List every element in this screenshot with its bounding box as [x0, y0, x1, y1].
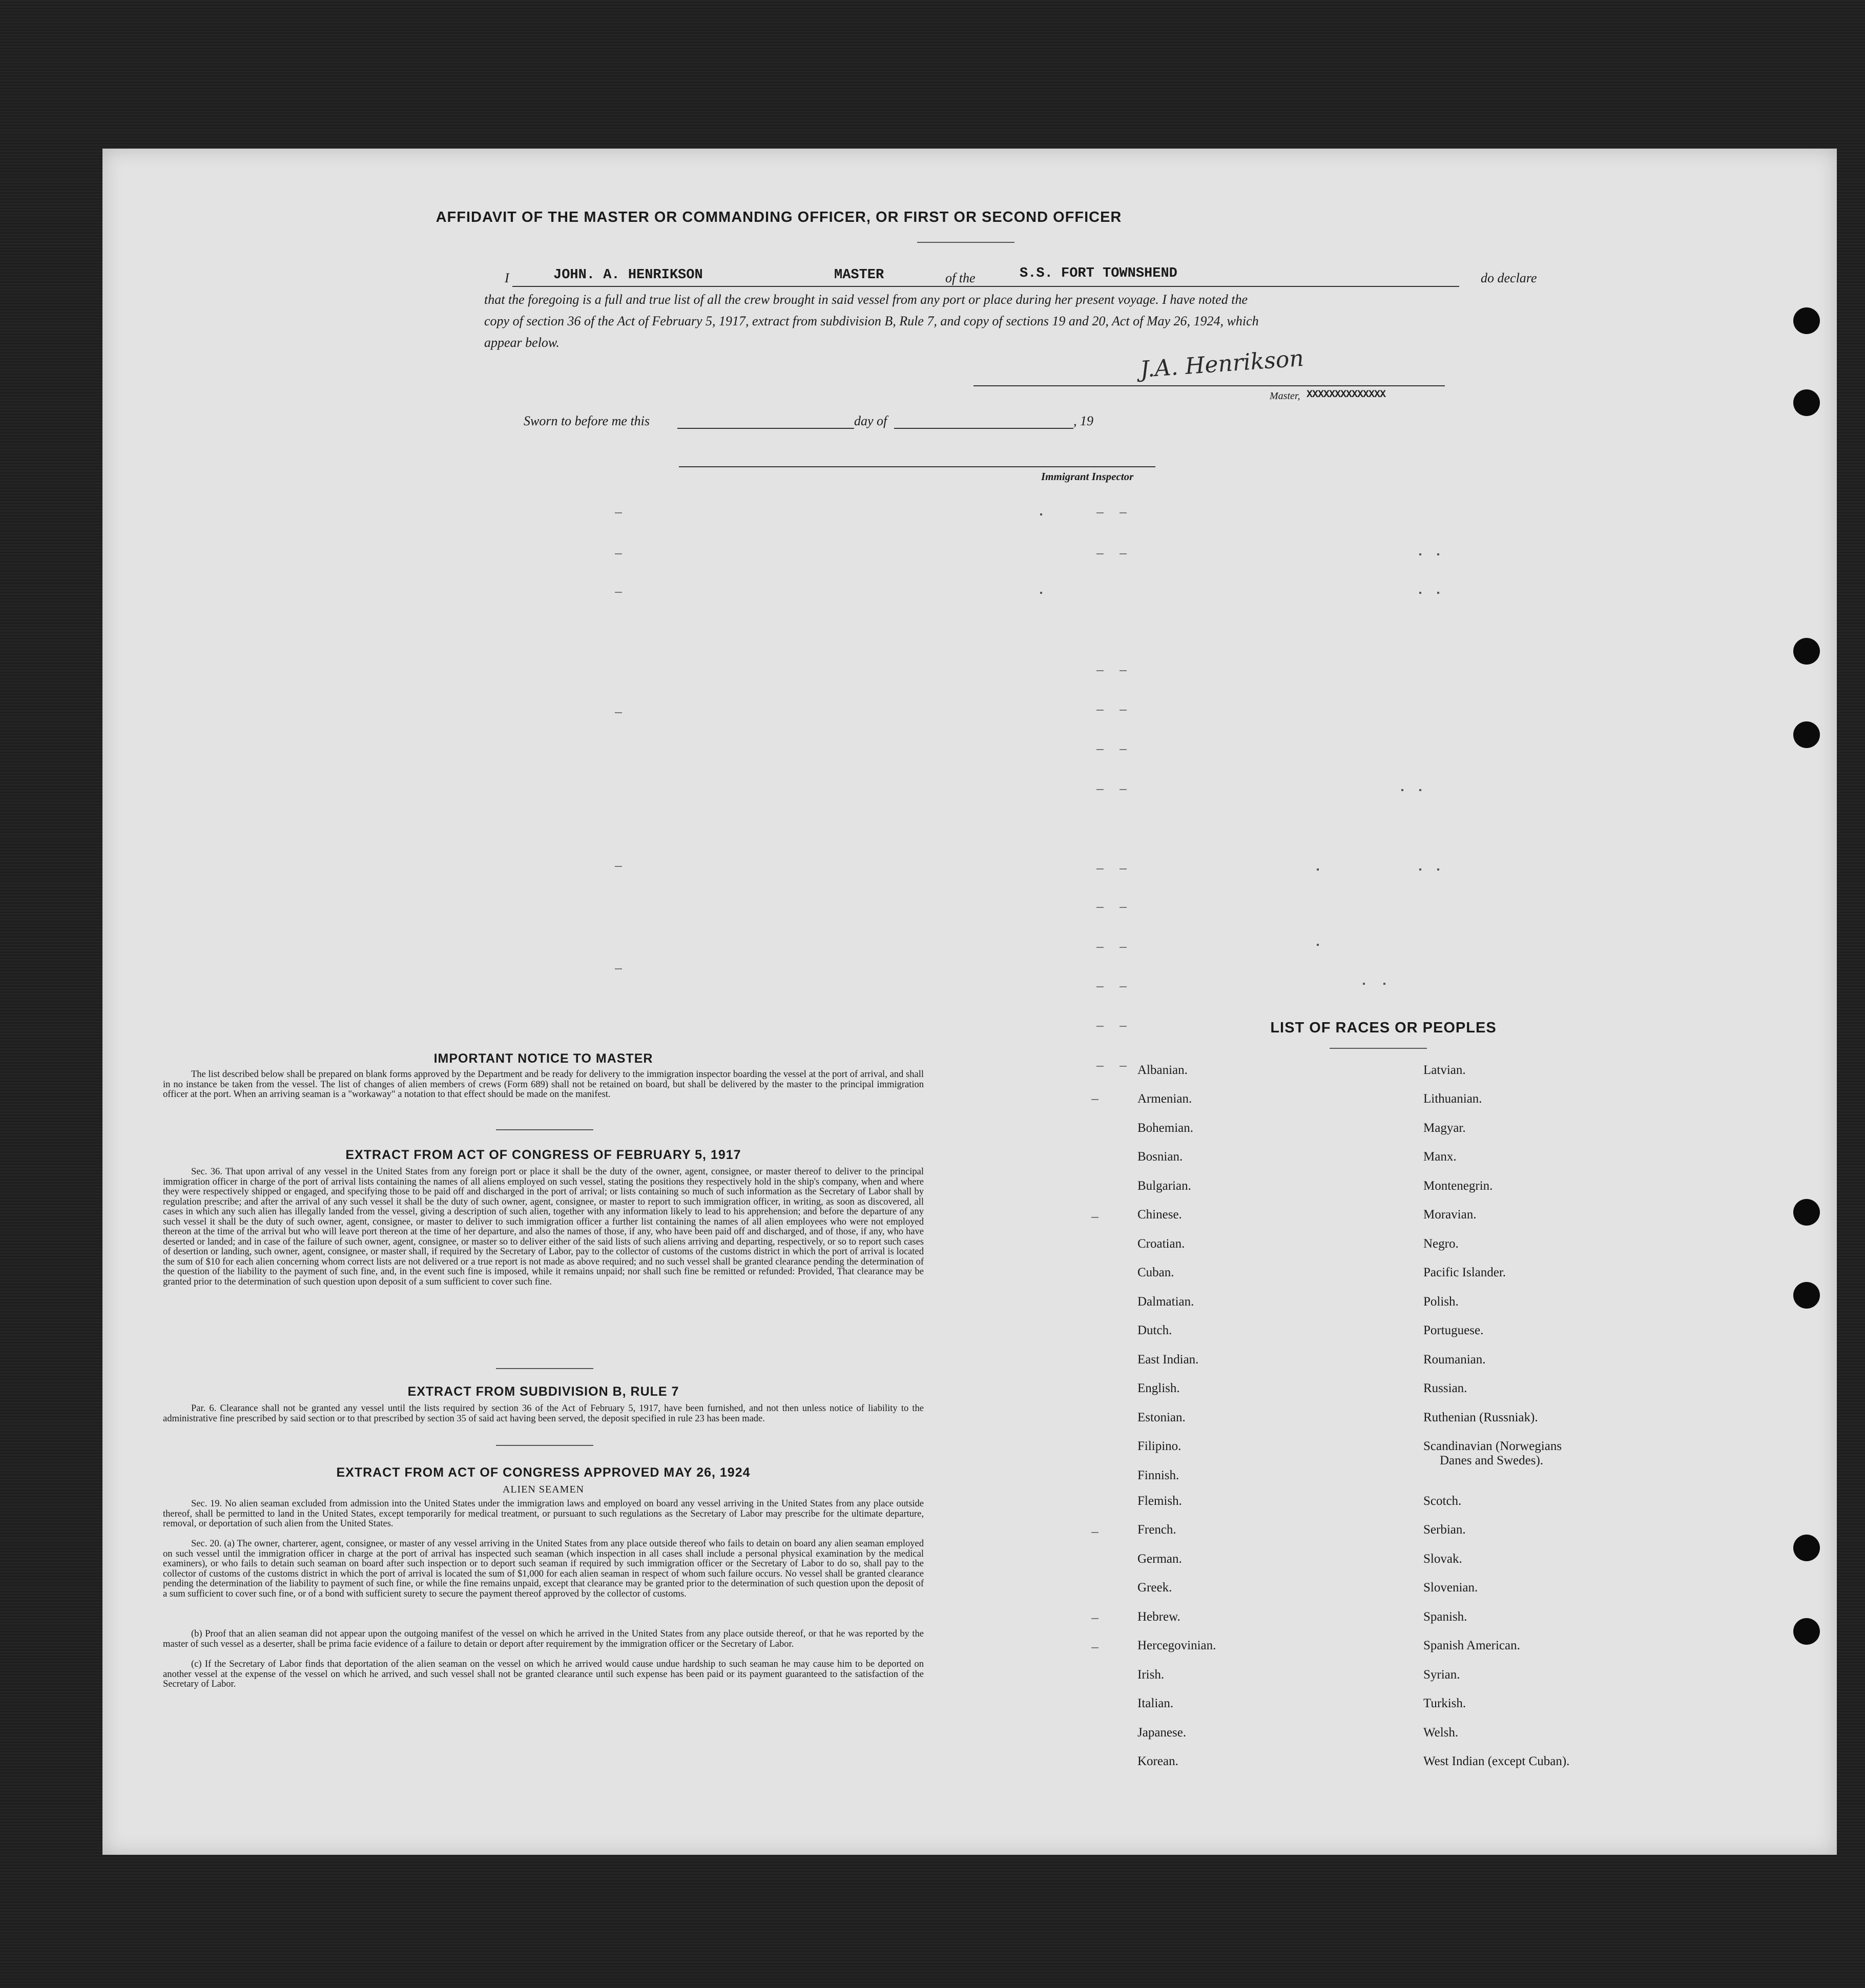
divider: [496, 1129, 593, 1130]
punch-hole: [1793, 307, 1820, 334]
ruling-tick: [1120, 986, 1127, 987]
ruling-tick: [615, 592, 622, 593]
speck: [1317, 944, 1319, 946]
race-right-item: Roumanian.: [1423, 1353, 1486, 1366]
ruling-tick: [1096, 947, 1104, 948]
vessel-line: [983, 286, 1459, 287]
speck: [1040, 592, 1042, 594]
speck: [1383, 983, 1385, 985]
races-title: LIST OF RACES OR PEOPLES: [1270, 1020, 1497, 1036]
ruling-tick: [1120, 1026, 1127, 1027]
race-right-item: Spanish.: [1423, 1610, 1467, 1624]
sworn-label: Sworn to before me this: [524, 413, 650, 428]
race-right-item: Ruthenian (Russniak).: [1423, 1411, 1538, 1424]
race-left-item: Albanian.: [1137, 1063, 1188, 1077]
ruling-tick: [1096, 1026, 1104, 1027]
extract-1917-title: EXTRACT FROM ACT OF CONGRESS OF FEBRUARY 5, 1917: [345, 1148, 741, 1162]
ruling-tick: [1096, 789, 1104, 790]
ruling-tick: [615, 712, 622, 713]
race-left-item: Estonian.: [1137, 1411, 1186, 1424]
race-left-item: Croatian.: [1137, 1237, 1185, 1251]
race-left-item: Cuban.: [1137, 1266, 1174, 1279]
race-right-item: Pacific Islander.: [1423, 1266, 1506, 1279]
race-left-item: Bohemian.: [1137, 1121, 1194, 1135]
race-left-item: Italian.: [1137, 1696, 1174, 1710]
punch-hole: [1793, 1618, 1820, 1645]
race-left-item: Japanese.: [1137, 1726, 1187, 1739]
race-right-item: Moravian.: [1423, 1208, 1477, 1221]
ruling-tick: [1096, 1066, 1104, 1067]
race-left-item: Hebrew.: [1137, 1610, 1180, 1624]
ruling-tick: [615, 968, 622, 969]
master-label: Master,: [1270, 390, 1300, 402]
race-right-item: Magyar.: [1423, 1121, 1466, 1135]
ruling-tick: [1096, 749, 1104, 750]
race-right-item: Slovenian.: [1423, 1581, 1478, 1594]
race-right-item: West Indian (except Cuban).: [1423, 1754, 1570, 1768]
sworn-month-line: [894, 428, 1073, 429]
speck: [1040, 513, 1042, 515]
extract-rule7-body: Par. 6. Clearance shall not be granted any vessel until the lists required by section 36 of the Act of February 5, 1917, have been furnished, and not then unless notice of liability to the administrative fine prescribed by said section or to that prescribed by section 35 of said act having been served, the deposit specified in rule 23 has been made.: [163, 1403, 924, 1424]
ruling-tick: [1091, 1532, 1099, 1533]
inspector-line: [679, 466, 1155, 467]
race-left-item: Chinese.: [1137, 1208, 1182, 1221]
punch-hole: [1793, 389, 1820, 416]
race-left-item: Korean.: [1137, 1754, 1178, 1768]
ruling-tick: [1120, 947, 1127, 948]
race-right-item: Scotch.: [1423, 1494, 1462, 1508]
ruling-tick: [1096, 553, 1104, 554]
notice-title: IMPORTANT NOTICE TO MASTER: [433, 1051, 653, 1066]
ruling-tick: [1120, 670, 1127, 671]
typed-vessel-name: S.S. FORT TOWNSHEND: [1020, 266, 1177, 281]
race-right-item: Slovak.: [1423, 1552, 1462, 1566]
affidavit-line-4: appear below.: [484, 335, 560, 350]
divider: [1330, 1048, 1427, 1049]
ruling-tick: [1091, 1618, 1099, 1619]
punch-hole: [1793, 721, 1820, 748]
extract-1924-sec20b: (b) Proof that an alien seaman did not appear upon the outgoing manifest of the vessel on which he arrived in the United States from any place outside thereof, or that he was reported by the master of such vessel as a deserter, shall be prima facie evidence of a failure to detain or deport after requirement by the immigration officer or the Secretary of Labor.: [163, 1629, 924, 1649]
race-left-item: Hercegovinian.: [1137, 1639, 1216, 1652]
affidavit-line-3: copy of section 36 of the Act of February 5, 1917, extract from subdivision B, Rule 7, and copy of sections 19 and 20, Act of May 26, 1924, which: [484, 314, 1259, 328]
ruling-tick: [1120, 512, 1127, 513]
race-left-item: French.: [1137, 1523, 1176, 1537]
race-left-item: Armenian.: [1137, 1092, 1192, 1106]
speck: [1437, 592, 1439, 594]
ruling-tick: [615, 512, 622, 513]
day-of-label: day of: [854, 413, 887, 428]
document-page: [102, 149, 1837, 1855]
ruling-tick: [1120, 907, 1127, 908]
ruling-tick: [1096, 670, 1104, 671]
race-right-item: Turkish.: [1423, 1696, 1466, 1710]
ruling-tick: [1120, 789, 1127, 790]
ruling-tick: [615, 553, 622, 554]
speck: [1317, 868, 1319, 871]
extract-1924-subtitle: ALIEN SEAMEN: [502, 1484, 585, 1495]
race-left-item: Bulgarian.: [1137, 1179, 1191, 1193]
race-right-item: Scandinavian (Norwegians: [1423, 1439, 1562, 1453]
race-left-item: English.: [1137, 1381, 1180, 1395]
affidavit-i-label: I: [505, 271, 509, 285]
race-right-item: Montenegrin.: [1423, 1179, 1493, 1193]
race-right-item: Syrian.: [1423, 1668, 1460, 1682]
do-declare-label: do declare: [1481, 271, 1537, 285]
affidavit-line-2: that the foregoing is a full and true list of all the crew brought in said vessel from any port or place during her present voyage. I have noted the: [484, 292, 1248, 307]
sworn-day-line: [677, 428, 854, 429]
punch-hole: [1793, 638, 1820, 665]
race-left-item: Dalmatian.: [1137, 1295, 1194, 1309]
race-left-item: Flemish.: [1137, 1494, 1182, 1508]
race-right-item: Latvian.: [1423, 1063, 1466, 1077]
speck: [1437, 868, 1439, 871]
race-left-item: Dutch.: [1137, 1323, 1172, 1337]
race-left-item: German.: [1137, 1552, 1182, 1566]
ruling-tick: [1096, 868, 1104, 869]
extract-1917-body: Sec. 36. That upon arrival of any vessel in the United States from any foreign port or place it shall be the duty of the owner, agent, consignee, or master thereof to deliver to the principal immigration officer in charge of the port of arrival lists containing the names of all aliens employed on such vessel, stating the positions they respectively hold in the ship's company, when and where they were respectively shipped or engaged, and specifying those to be paid off and discharged in the port of arrival; or lists containing so much of such information as the Secretary of Labor shall by regulation prescribe; and after the arrival of any such vessel it shall be the duty of such owner, agent, consignee, or master to report to such immigration officer, in writing, as soon as discovered, all cases in which any such alien has illegally landed from the vessel, giving a description of such alien, together with any information likely to lead to his apprehension; and before the departure of any such vessel it shall be the duty of such owner, agent, consignee, or master to deliver to such immigration officer a further list containing the names of all alien employees who were not employed thereon at the time of the arrival but who will leave port thereon at the time of her departure, and also the names of those, if any, who have been paid off and discharged, and of those, if any, who have deserted or landed; and in case of the failure of such owner, agent, consignee, or master so to deliver either of the said lists of such aliens arriving and departing, respectively, or so to report such cases of desertion or landing, such owner, agent, consignee, or master shall, if required by the Secretary of Labor, pay to the collector of customs of the customs district in which the port of arrival is located the sum of $10 for each alien concerning whom correct lists are not delivered or a true report is not made as above required; and no such vessel shall be granted clearance pending the determination of the question of the liability to the payment of such fine, and, in the event such fine is imposed, while it remains unpaid; nor shall such fine be remitted or refunded: Provided, That clearance may be granted prior to the determination of such question upon deposit of a sum sufficient to cover such fine.: [163, 1167, 924, 1287]
speck: [1419, 868, 1421, 871]
speck: [1419, 553, 1421, 555]
affidavit-title: AFFIDAVIT OF THE MASTER OR COMMANDING OFFICER, OR FIRST OR SECOND OFFICER: [436, 209, 1122, 225]
ruling-tick: [1096, 512, 1104, 513]
extract-1924-sec20c: (c) If the Secretary of Labor finds that deportation of the alien seaman on the vessel on which he arrived would cause undue hardship to such seaman he may cause him to be deported on another vessel at the expense of the vessel on which he arrived, and such vessel shall not be granted clearance until such expense has been paid or its payment guaranteed to the satisfaction of the Secretary of Labor.: [163, 1659, 924, 1689]
race-right-item: Polish.: [1423, 1295, 1459, 1309]
race-right-item: Negro.: [1423, 1237, 1459, 1251]
ruling-tick: [1091, 1217, 1099, 1218]
race-right-item: Manx.: [1423, 1150, 1457, 1164]
race-left-item: Filipino.: [1137, 1439, 1182, 1453]
ruling-tick: [1091, 1099, 1099, 1100]
notice-body: The list described below shall be prepared on blank forms approved by the Department and be ready for delivery to the immigration inspector boarding the vessel at the port of arrival, and shall in no instance be taken from the vessel. The list of changes of alien members of crews (Form 689) shall not be retained on board, but shall be delivered by the master to the principal immigration officer at the port. When an arriving seaman is a "workaway" a notation to that effect should be made on the manifest.: [163, 1069, 924, 1100]
extract-1924-title: EXTRACT FROM ACT OF CONGRESS APPROVED MAY 26, 1924: [336, 1465, 751, 1480]
ruling-tick: [1120, 1066, 1127, 1067]
extract-rule7-title: EXTRACT FROM SUBDIVISION B, RULE 7: [407, 1384, 679, 1399]
of-the-label: of the: [945, 271, 976, 285]
divider: [917, 242, 1014, 243]
race-left-item: Irish.: [1137, 1668, 1165, 1682]
ruling-tick: [1120, 553, 1127, 554]
divider: [496, 1368, 593, 1369]
ruling-tick: [1096, 907, 1104, 908]
ruling-tick: [1120, 710, 1127, 711]
ruling-tick: [1120, 868, 1127, 869]
race-right-item: Serbian.: [1423, 1523, 1466, 1537]
race-left-item: East Indian.: [1137, 1353, 1199, 1366]
race-left-item: Finnish.: [1137, 1468, 1179, 1482]
typed-master-title: MASTER: [834, 267, 884, 283]
ruling-tick: [615, 866, 622, 867]
speck: [1437, 553, 1439, 555]
master-signature: J.A. Henrikson: [1139, 345, 1305, 383]
struck-out-officer-title: XXXXXXXXXXXXXX: [1307, 389, 1386, 401]
ruling-tick: [1120, 749, 1127, 750]
ruling-tick: [1096, 986, 1104, 987]
signature-line: [973, 385, 1445, 386]
punch-hole: [1793, 1282, 1820, 1309]
extract-1924-sec19: Sec. 19. No alien seaman excluded from admission into the United States under the immigration laws and employed on board any vessel arriving in the United States from any place outside thereof, shall be permitted to land in the United States, except temporarily for medical treatment, or pursuant to such regulations as the Secretary of Labor may prescribe for the ultimate departure, removal, or deportation of such alien from the United States.: [163, 1499, 924, 1529]
speck: [1419, 789, 1421, 791]
inspector-label: Immigrant Inspector: [1041, 470, 1134, 483]
typed-master-name: JOHN. A. HENRIKSON: [553, 267, 703, 283]
ruling-tick: [1091, 1647, 1099, 1648]
race-right-item: Spanish American.: [1423, 1639, 1520, 1652]
race-left-item: Bosnian.: [1137, 1150, 1183, 1164]
extract-1924-sec20a: Sec. 20. (a) The owner, charterer, agent, consignee, or master of any vessel arriving in the United States from any place outside thereof who fails to detain on board any alien seaman employed on such vessel until the immigration officer in charge at the port of arrival has inspected such seaman (which inspection in all cases shall include a personal physical examination by the medical examiners), or who fails to detain such seaman on board after such inspection or to deport such seaman if required by such immigration officer or the Secretary of Labor to do so, shall pay to the collector of customs of the customs district in which the port of arrival is located the sum of $1,000 for each alien seaman in respect of whom such failure occurs. No vessel shall be granted clearance pending the determination of the liability to payment of such fine, or while the fine remains unpaid, except that clearance may be granted prior to the determination of such question upon the deposit of a sum sufficient to cover such fine, or of a bond with sufficient surety to secure the payment thereof approved by the collector of customs.: [163, 1539, 924, 1599]
punch-hole: [1793, 1199, 1820, 1226]
punch-hole: [1793, 1535, 1820, 1561]
divider: [496, 1445, 593, 1446]
race-right-item: Welsh.: [1423, 1726, 1459, 1739]
year-label: , 19: [1073, 413, 1093, 428]
race-right-item: Lithuanian.: [1423, 1092, 1482, 1106]
speck: [1401, 789, 1403, 791]
race-left-item: Greek.: [1137, 1581, 1172, 1594]
speck: [1363, 983, 1365, 985]
name-line: [512, 286, 1038, 287]
speck: [1419, 592, 1421, 594]
race-right-item-continued: Danes and Swedes).: [1440, 1454, 1544, 1467]
race-right-item: Portuguese.: [1423, 1323, 1484, 1337]
ruling-tick: [1096, 710, 1104, 711]
race-right-item: Russian.: [1423, 1381, 1467, 1395]
